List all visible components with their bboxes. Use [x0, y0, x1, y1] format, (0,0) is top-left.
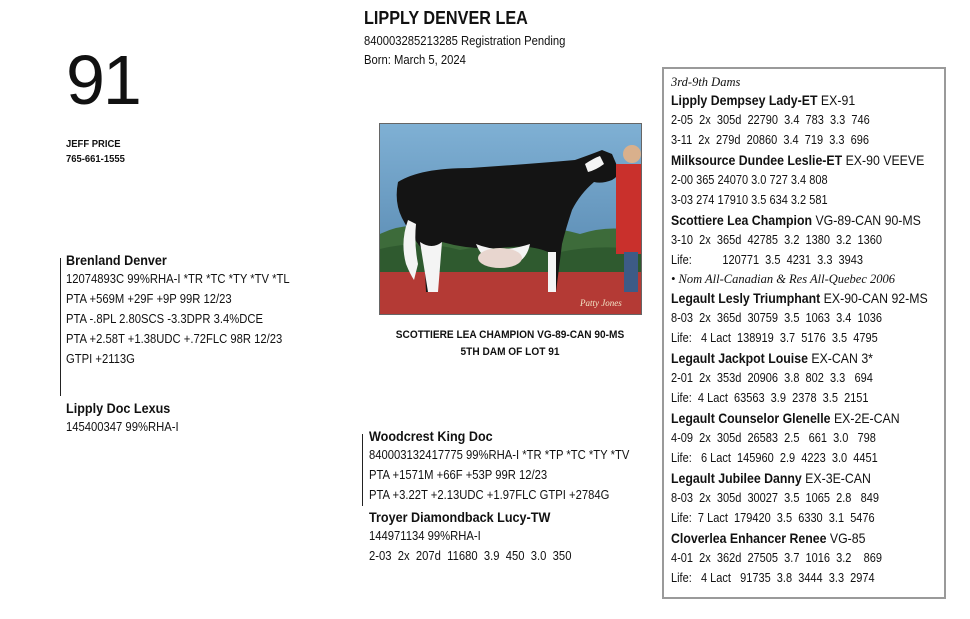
sire-line: PTA -.8PL 2.80SCS -3.3DPR 3.4%DCE — [66, 312, 263, 326]
photo-caption — [389, 327, 630, 361]
sire-line: GTPI +2113G — [66, 352, 135, 366]
dam-record: Life: 4 Lact 138919 3.7 5176 3.5 4795 — [671, 331, 878, 345]
lot-number: 91 — [66, 41, 140, 119]
dam-record: 4-09 2x 305d 26583 2.5 661 3.0 798 — [671, 431, 876, 445]
dam-entry-name: Legault Jackpot Louise EX-CAN 3* — [671, 350, 873, 366]
dam-record: Life: 7 Lact 179420 3.5 6330 3.1 5476 — [671, 511, 875, 525]
dam-record: Life: 6 Lact 145960 2.9 4223 3.0 4451 — [671, 451, 878, 465]
sire-name: Brenland Denver — [66, 252, 167, 268]
registration: 840003285213285 Registration Pending — [364, 34, 566, 48]
mgs-line: PTA +3.22T +2.13UDC +1.97FLC GTPI +2784G — [369, 488, 610, 502]
consignor — [66, 137, 125, 167]
dam-name: Lipply Doc Lexus — [66, 400, 171, 416]
dam-entry-name: Lipply Dempsey Lady-ET EX-91 — [671, 92, 856, 108]
mgd-text — [369, 508, 594, 566]
dam-record: Life: 4 Lact 63563 3.9 2378 3.5 2151 — [671, 391, 869, 405]
dam-record: Life: 120771 3.5 4231 3.3 3943 — [671, 253, 864, 267]
dam-entry-name: Scottiere Lea Champion VG-89-CAN 90-MS — [671, 212, 921, 228]
sire-text — [66, 251, 314, 369]
animal-name: LIPPLY DENVER LEA — [364, 8, 528, 28]
dams-box-title: 3rd-9th Dams — [671, 75, 741, 89]
mgd-line: 144971134 99%RHA-I — [369, 529, 481, 543]
mgd-line: 2-03 2x 207d 11680 3.9 450 3.0 350 — [369, 549, 572, 563]
dam-record: 3-10 2x 365d 42785 3.2 1380 3.2 1360 — [671, 233, 883, 247]
dam-record: 2-00 365 24070 3.0 727 3.4 808 — [671, 173, 828, 187]
dam-record: 2-01 2x 353d 20906 3.8 802 3.3 694 — [671, 371, 873, 385]
dam-record: 8-03 2x 305d 30027 3.5 1065 2.8 849 — [671, 491, 879, 505]
sire-line: 12074893C 99%RHA-I *TR *TC *TY *TV *TL — [66, 272, 290, 286]
consignor-phone: 765-661-1555 — [66, 153, 125, 165]
cow-photo-illustration — [380, 124, 641, 314]
dam-record: 4-01 2x 362d 27505 3.7 1016 3.2 869 — [671, 551, 883, 565]
birth-date: Born: March 5, 2024 — [364, 53, 466, 67]
dam-entry-name: Legault Counselor Glenelle EX-2E-CAN — [671, 410, 900, 426]
mgd-name: Troyer Diamondback Lucy-TW — [369, 509, 551, 525]
dam-record: 3-03 274 17910 3.5 634 3.2 581 — [671, 193, 828, 207]
dam-entry-name: Legault Lesly Triumphant EX-90-CAN 92-MS — [671, 290, 928, 306]
mgs-name: Woodcrest King Doc — [369, 428, 493, 444]
dam-line: 145400347 99%RHA-I — [66, 420, 179, 434]
consignor-name: JEFF PRICE — [66, 138, 121, 150]
dam-record: 2-05 2x 305d 22790 3.4 783 3.3 746 — [671, 113, 870, 127]
dam-note: • Nom All-Canadian & Res All-Quebec 2006 — [671, 272, 896, 286]
dam-entry-name: Legault Jubilee Danny EX-3E-CAN — [671, 470, 871, 486]
dam-record: Life: 4 Lact 91735 3.8 3444 3.3 2974 — [671, 571, 875, 585]
mgs-line: 840003132417775 99%RHA-I *TR *TP *TC *TY *TV — [369, 448, 630, 462]
sire-line: PTA +569M +29F +9P 99R 12/23 — [66, 292, 232, 306]
dam-entry-name: Milksource Dundee Leslie-ET EX-90 VEEVE — [671, 152, 925, 168]
sire-line: PTA +2.58T +1.38UDC +.72FLC 98R 12/23 — [66, 332, 283, 346]
cow-photo — [379, 123, 642, 315]
photo-watermark: Patty Jones — [580, 298, 622, 308]
mgs-text — [369, 427, 658, 505]
dam-record: 3-11 2x 279d 20860 3.4 719 3.3 696 — [671, 133, 869, 147]
photo-caption-line1: SCOTTIERE LEA CHAMPION VG-89-CAN 90-MS — [395, 329, 625, 341]
photo-caption-line2: 5TH DAM OF LOT 91 — [460, 346, 560, 358]
dam-entry-name: Cloverlea Enhancer Renee VG-85 — [671, 530, 866, 546]
dam-record: 8-03 2x 365d 30759 3.5 1063 3.4 1036 — [671, 311, 883, 325]
dam-text — [66, 399, 191, 437]
dams-box — [662, 67, 946, 599]
mgs-line: PTA +1571M +66F +53P 99R 12/23 — [369, 468, 548, 482]
